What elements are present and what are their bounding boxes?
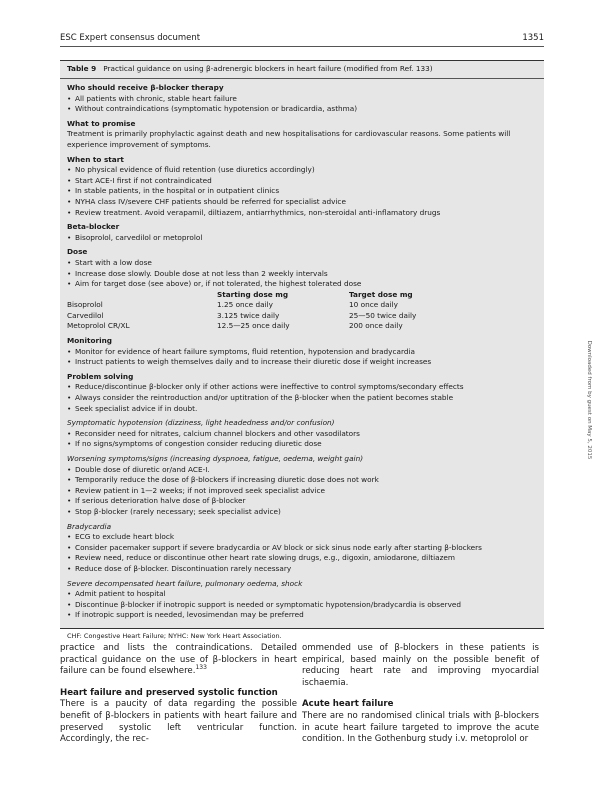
- section-title: Problem solving: [67, 371, 134, 381]
- section-beta-blocker: [67, 222, 539, 243]
- section-promise: [67, 119, 539, 151]
- section-dose: [67, 247, 539, 332]
- list-item: • Reconsider need for nitrates, calcium channel blockers and other vasodilators: [67, 429, 539, 440]
- list-item: • Review patient in 1—2 weeks; if not improved seek specialist advice: [67, 486, 539, 497]
- list-item: • NYHA class IV/severe CHF patients should be referred for specialist advice: [67, 197, 539, 208]
- list-item: • Without contraindications (symptomatic hypotension or bradicardia, asthma): [67, 104, 539, 115]
- starting-dose-header: Starting dose mg: [217, 289, 289, 299]
- list-item: • No physical evidence of fluid retention (use diuretics accordingly): [67, 165, 539, 176]
- target-dose: 10 once daily: [349, 300, 398, 310]
- list-item: • If serious deterioration halve dose of β-blocker: [67, 496, 539, 507]
- section-start: [67, 155, 539, 219]
- page-number: 1351: [522, 33, 544, 43]
- table-row: [67, 300, 539, 311]
- list-item: • Double dose of diuretic or/and ACE-I.: [67, 465, 539, 476]
- section-title: Who should receive β-blocker therapy: [67, 83, 224, 92]
- list-item: • Stop β-blocker (rarely necessary; seek specialist advice): [67, 507, 539, 518]
- section-who: [67, 83, 539, 115]
- list-item: • Always consider the reintroduction and/or uptitration of the β-blocker when the patient becomes stable: [67, 393, 539, 404]
- list-item: • Increase dose slowly. Double dose at not less than 2 weekly intervals: [67, 269, 539, 280]
- list-item: • Start with a low dose: [67, 258, 539, 269]
- starting-dose: 1.25 once daily: [217, 300, 273, 310]
- list-item: • Discontinue β-blocker if inotropic support is needed or symptomatic hypotension/bradycardia is observed: [67, 600, 539, 611]
- download-watermark: Downloaded from by guest on May 5, 2015: [586, 340, 592, 460]
- list-item: • Review need, reduce or discontinue other heart rate slowing drugs, e.g., digoxin, amiodarone, diltiazem: [67, 553, 539, 564]
- section-problem-solving: [67, 372, 539, 414]
- list-item: • All patients with chronic, stable heart failure: [67, 94, 539, 105]
- reference-marker: 133: [195, 664, 207, 672]
- starting-dose: 12.5—25 once daily: [217, 321, 290, 331]
- table-row: [67, 311, 539, 322]
- section-title: Monitoring: [67, 336, 112, 346]
- subsection-title: Symptomatic hypotension (dizziness, light headedness and/or confusion): [67, 418, 335, 428]
- list-item: • Bisoprolol, carvedilol or metoprolol: [67, 233, 539, 244]
- section-heading: Heart failure and preserved systolic function: [60, 687, 278, 698]
- body-column-right: [302, 643, 539, 746]
- list-item: • Consider pacemaker support if severe bradycardia or AV block or sick sinus node early after starting β-blockers: [67, 543, 539, 554]
- list-item: • Monitor for evidence of heart failure symptoms, fluid retention, hypotension and bradycardia: [67, 347, 539, 358]
- section-hypotension: [67, 418, 539, 450]
- target-dose: 200 once daily: [349, 321, 403, 331]
- section-text: Treatment is primarily prophylactic against death and new hospitalisations for cardiovascular reasons. Some patients will experience improvement of symptoms.: [67, 129, 511, 149]
- list-item: • In stable patients, in the hospital or in outpatient clinics: [67, 186, 539, 197]
- paragraph: ommended use of β-blockers in these patients is empirical, based mainly on the possible benefit of reducing heart rate and improving myocardial ischaemia.: [302, 643, 539, 688]
- section-decompensated: [67, 579, 539, 621]
- journal-section: ESC Expert consensus document: [60, 33, 201, 43]
- paragraph: practice and lists the contraindications. Detailed practical guidance on the use of β-blockers in heart failure can be found elsewhere.$^{133}$: [60, 643, 297, 677]
- section-title: Beta-blocker: [67, 222, 120, 232]
- drug-name: Bisoprolol: [67, 300, 103, 310]
- subsection-title: Bradycardia: [67, 521, 112, 531]
- list-item: • Instruct patients to weigh themselves daily and to increase their diuretic dose if weight increases: [67, 357, 539, 368]
- table-title: Practical guidance on using β-adrenergic blockers in heart failure (modified from Ref. 133): [103, 64, 433, 73]
- dose-header-row: [67, 290, 539, 301]
- list-item: • Aim for target dose (see above) or, if not tolerated, the highest tolerated dose: [67, 279, 539, 290]
- list-item: • Review treatment. Avoid verapamil, diltiazem, antiarrhythmics, non-steroidal anti-inflamatory drugs: [67, 208, 539, 219]
- section-title: Dose: [67, 247, 88, 257]
- section-worsening: [67, 454, 539, 518]
- list-item: • ECG to exclude heart block: [67, 532, 539, 543]
- list-item: • Reduce dose of β-blocker. Discontinuation rarely necessary: [67, 564, 539, 575]
- table-label: Table 9: [67, 64, 97, 73]
- list-item: • Temporarily reduce the dose of β-blockers if increasing diuretic dose does not work: [67, 475, 539, 486]
- section-title: What to promise: [67, 118, 136, 128]
- drug-name: Carvedilol: [67, 310, 104, 320]
- table-caption: [67, 64, 433, 75]
- subsection-title: Worsening symptoms/signs (increasing dyspnoea, fatigue, oedema, weight gain): [67, 454, 364, 463]
- target-dose: 25—50 twice daily: [349, 310, 417, 320]
- running-header: [60, 33, 544, 43]
- starting-dose: 3.125 twice daily: [217, 310, 280, 320]
- subsection-title: Severe decompensated heart failure, pulmonary oedema, shock: [67, 578, 303, 588]
- list-item: • Seek specialist advice if in doubt.: [67, 404, 539, 415]
- list-item: • If inotropic support is needed, levosimendan may be preferred: [67, 610, 539, 621]
- section-title: When to start: [67, 154, 124, 164]
- header-rule: [60, 46, 544, 47]
- guidance-table: [60, 60, 544, 629]
- table-content: [67, 79, 539, 621]
- section-monitoring: [67, 336, 539, 368]
- table-row: [67, 321, 539, 332]
- drug-name: Metoprolol CR/XL: [67, 321, 130, 331]
- list-item: • Admit patient to hospital: [67, 589, 539, 600]
- section-bradycardia: [67, 522, 539, 575]
- target-dose-header: Target dose mg: [349, 289, 413, 299]
- list-item: • Reduce/discontinue β-blocker only if other actions were ineffective to control symptoms/secondary effects: [67, 382, 539, 393]
- body-column-left: [60, 643, 297, 746]
- list-item: • Start ACE-I first if not contraindicated: [67, 176, 539, 187]
- list-item: • If no signs/symptoms of congestion consider reducing diuretic dose: [67, 439, 539, 450]
- paragraph: There are no randomised clinical trials with β-blockers in acute heart failure targeted to improve the acute condition. In the Gothenburg study i.v. metoprolol or: [302, 710, 539, 745]
- paragraph: There is a paucity of data regarding the possible benefit of β-blockers in patients with heart failure and preserved systolic left ventricular function. Accordingly, the rec-: [60, 699, 297, 745]
- table-footnote: CHF: Congestive Heart Failure; NYHC: New York Heart Association.: [67, 632, 282, 640]
- section-heading: Acute heart failure: [302, 699, 394, 710]
